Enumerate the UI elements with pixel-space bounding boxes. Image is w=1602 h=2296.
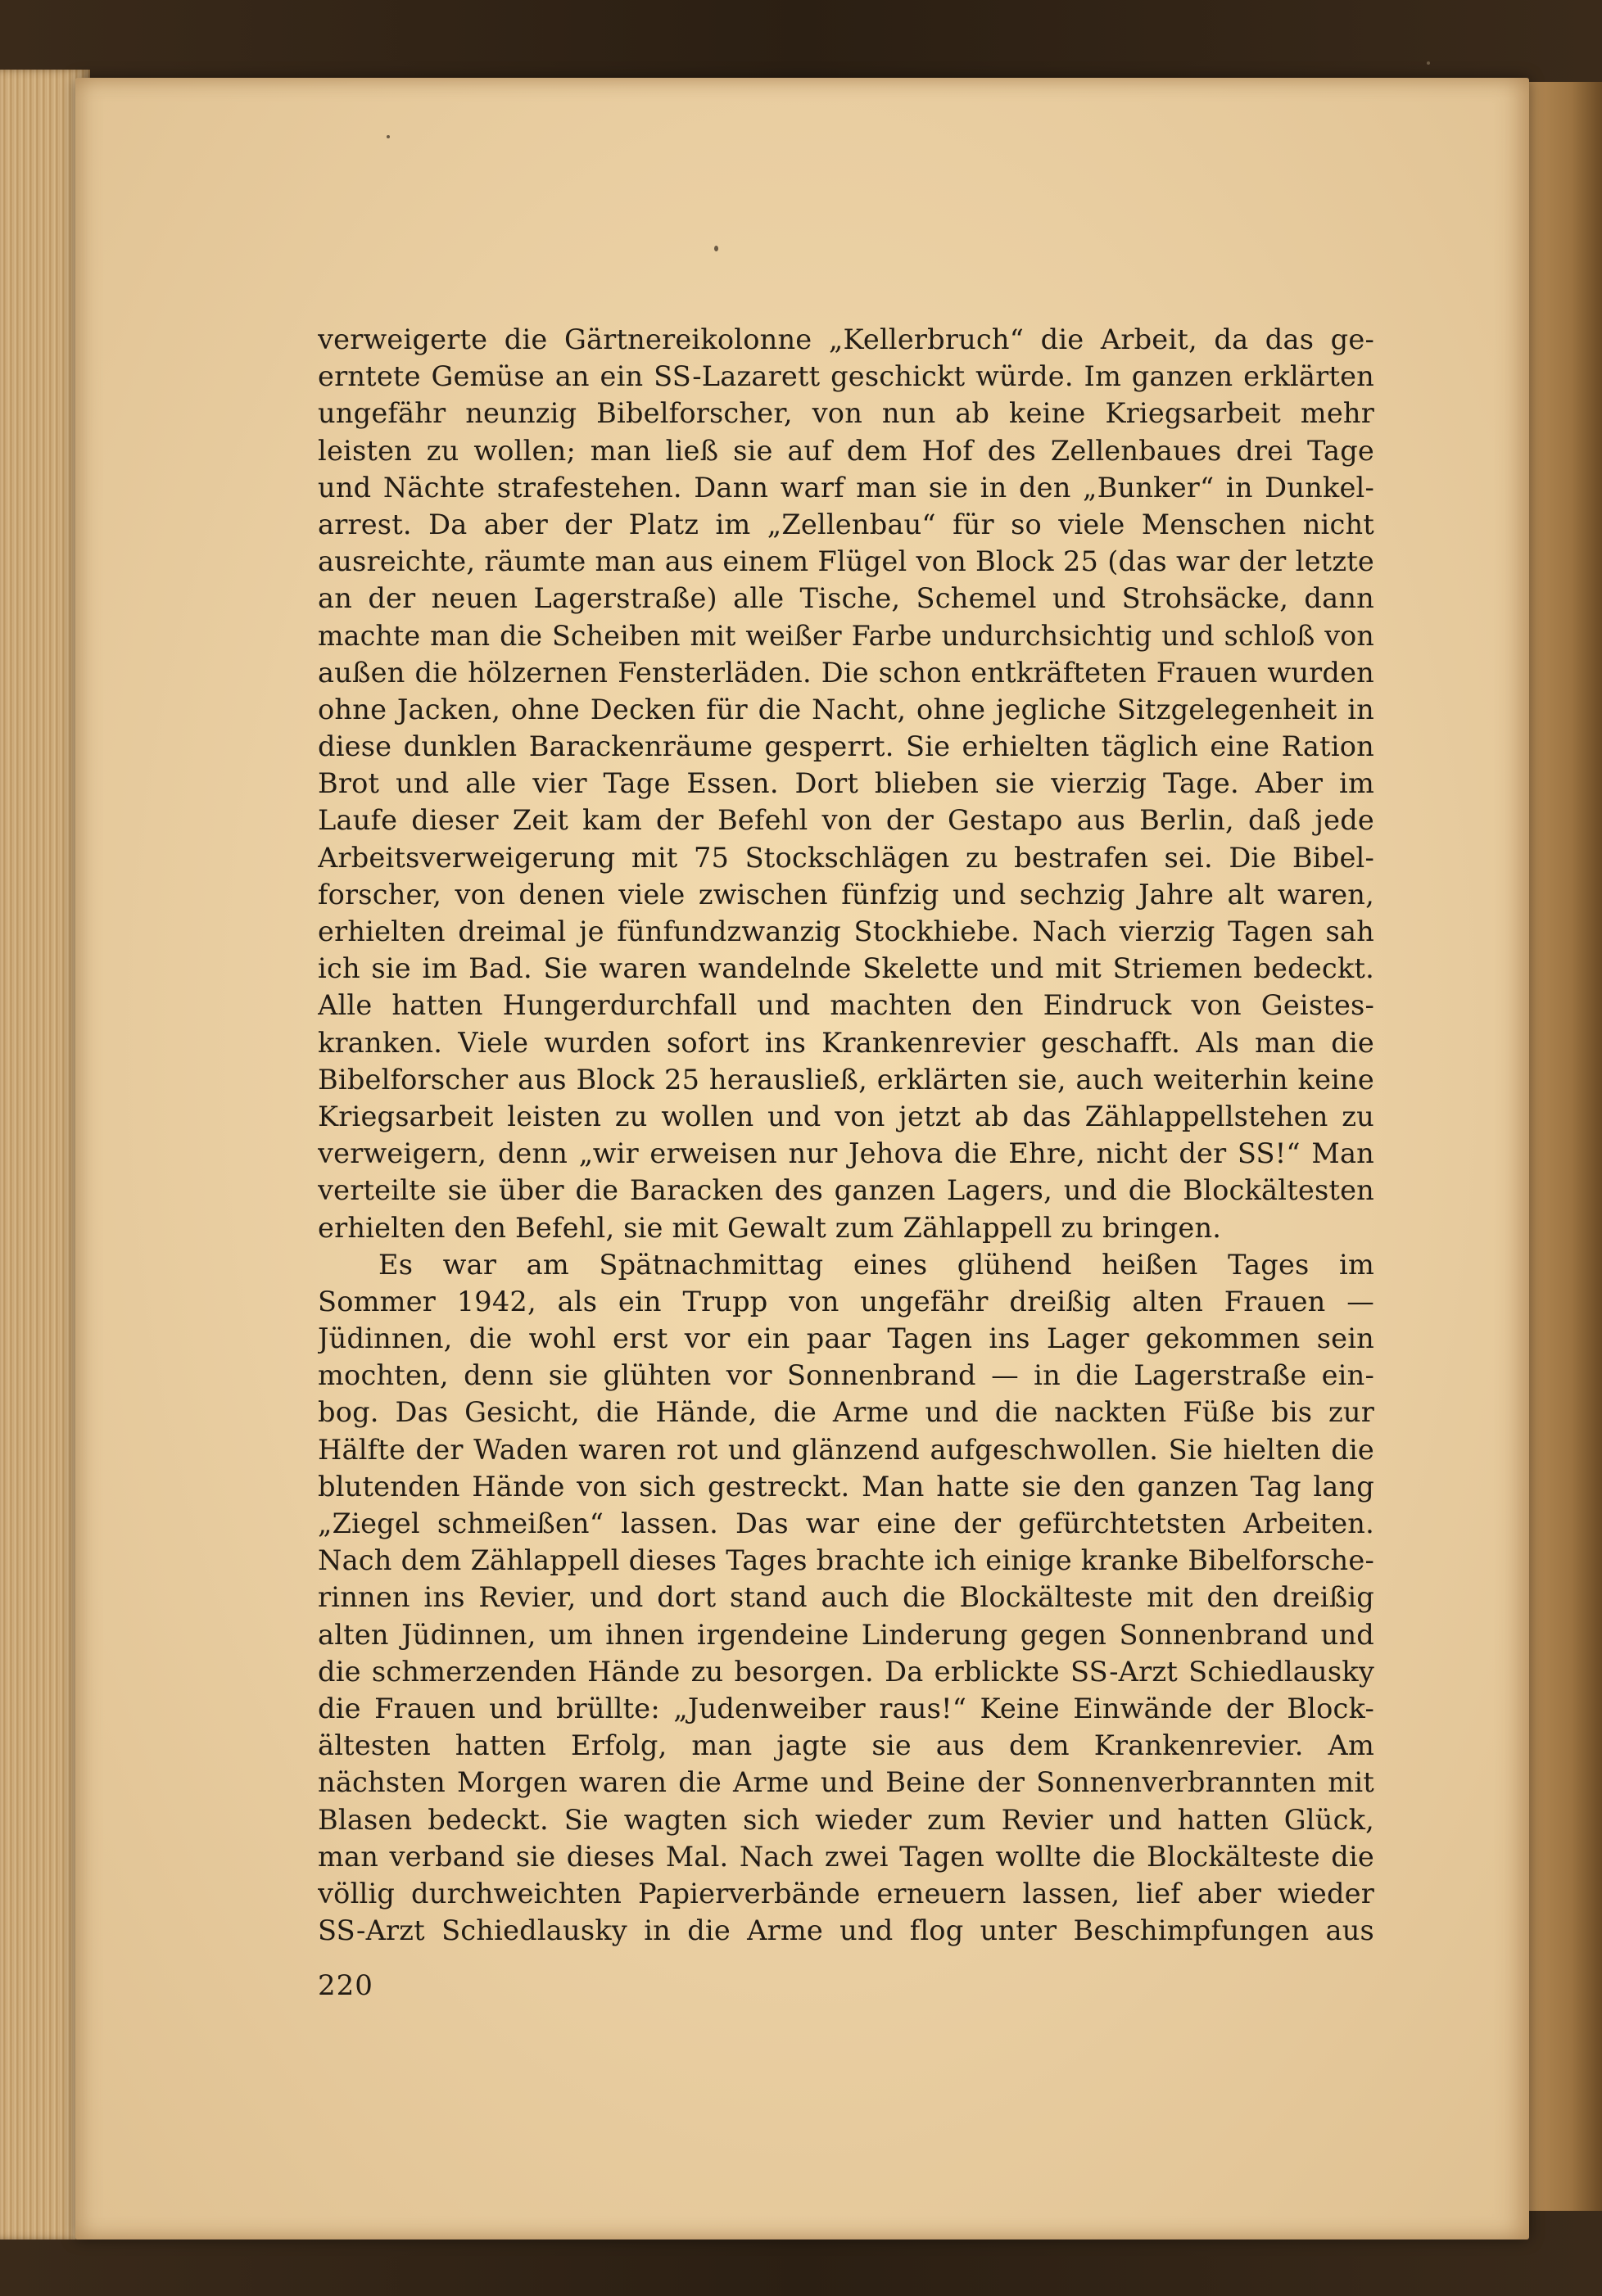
text-line: alten Jüdinnen, um ihnen irgendeine Linderung gegen Sonnenbrand und: [318, 1618, 1374, 1651]
book-binding-edge: [1524, 82, 1602, 2211]
text-line: erntete Gemüse an ein SS-Lazarett geschickt würde. Im ganzen erklärten: [318, 360, 1374, 393]
text-line: Arbeitsverweigerung mit 75 Stockschlägen zu bestrafen sei. Die Bibel-: [318, 841, 1374, 874]
text-line: die schmerzenden Hände zu besorgen. Da erblickte SS-Arzt Schiedlausky: [318, 1655, 1374, 1688]
text-line: erhielten den Befehl, sie mit Gewalt zum Zählappell zu bringen.: [318, 1211, 1222, 1244]
paper-speck: [1427, 61, 1430, 65]
text-line: Brot und alle vier Tage Essen. Dort blieben sie vierzig Tage. Aber im: [318, 767, 1374, 800]
text-line: Laufe dieser Zeit kam der Befehl von der Gestapo aus Berlin, daß jede: [318, 804, 1374, 837]
text-line: verweigern, denn „wir erweisen nur Jehova die Ehre, nicht der SS!“ Man: [318, 1137, 1374, 1170]
text-line: forscher, von denen viele zwischen fünfzig und sechzig Jahre alt waren,: [318, 878, 1374, 911]
text-line: „Ziegel schmeißen“ lassen. Das war eine der gefürchtetsten Arbeiten.: [318, 1507, 1374, 1539]
paper-speck: [714, 246, 718, 251]
text-line: verteilte sie über die Baracken des ganzen Lagers, und die Blockältesten: [318, 1174, 1374, 1207]
text-line: Hälfte der Waden waren rot und glänzend aufgeschwollen. Sie hielten die: [318, 1433, 1374, 1466]
text-line: und Nächte strafestehen. Dann warf man sie in den „Bunker“ in Dunkel-: [318, 471, 1374, 504]
text-line: Kriegsarbeit leisten zu wollen und von jetzt ab das Zählappellstehen zu: [318, 1100, 1374, 1132]
text-line: arrest. Da aber der Platz im „Zellenbau“ für so viele Menschen nicht: [318, 508, 1374, 540]
text-line: Blasen bedeckt. Sie wagten sich wieder zum Revier und hatten Glück,: [318, 1803, 1374, 1836]
text-line: außen die hölzernen Fensterläden. Die schon entkräfteten Frauen wurden: [318, 656, 1374, 689]
body-text: [318, 321, 1374, 1949]
text-line: rinnen ins Revier, und dort stand auch die Blockälteste mit den dreißig: [318, 1581, 1374, 1614]
page-number: 220: [318, 1969, 373, 2002]
text-line: ich sie im Bad. Sie waren wandelnde Skelette und mit Striemen bedeckt.: [318, 952, 1374, 985]
text-line: ausreichte, räumte man aus einem Flügel von Block 25 (das war der letzte: [318, 545, 1374, 578]
text-line: diese dunklen Barackenräume gesperrt. Sie erhielten täglich eine Ration: [318, 730, 1374, 763]
text-line: verweigerte die Gärtnereikolonne „Kellerbruch“ die Arbeit, da das ge-: [318, 323, 1374, 355]
text-line: Bibelforscher aus Block 25 herausließ, erklärten sie, auch weiterhin keine: [318, 1063, 1374, 1096]
text-line: bog. Das Gesicht, die Hände, die Arme und die nackten Füße bis zur: [318, 1396, 1374, 1429]
text-line: die Frauen und brüllte: „Judenweiber raus!“ Keine Einwände der Block-: [318, 1692, 1374, 1724]
text-line: machte man die Scheiben mit weißer Farbe undurchsichtig und schloß von: [318, 619, 1374, 652]
text-line: blutenden Hände von sich gestreckt. Man hatte sie den ganzen Tag lang: [318, 1470, 1374, 1503]
text-line: nächsten Morgen waren die Arme und Beine der Sonnenverbrannten mit: [318, 1766, 1374, 1799]
text-line: ohne Jacken, ohne Decken für die Nacht, ohne jegliche Sitzgelegenheit in: [318, 693, 1374, 725]
text-line: SS-Arzt Schiedlausky in die Arme und flog unter Beschimpfungen aus: [318, 1914, 1374, 1947]
text-line: Nach dem Zählappell dieses Tages brachte ich einige kranke Bibelforsche-: [318, 1544, 1374, 1577]
text-line: leisten zu wollen; man ließ sie auf dem Hof des Zellenbaues drei Tage: [318, 434, 1374, 467]
text-line: man verband sie dieses Mal. Nach zwei Tagen wollte die Blockälteste die: [318, 1840, 1374, 1873]
text-line: Alle hatten Hungerdurchfall und machten den Eindruck von Geistes-: [318, 989, 1374, 1022]
text-line-paragraph-start: Es war am Spätnachmittag eines glühend heißen Tages im: [378, 1248, 1374, 1281]
text-line: Jüdinnen, die wohl erst vor ein paar Tagen ins Lager gekommen sein: [318, 1322, 1374, 1355]
text-line: erhielten dreimal je fünfundzwanzig Stockhiebe. Nach vierzig Tagen sah: [318, 915, 1374, 947]
text-line: an der neuen Lagerstraße) alle Tische, Schemel und Strohsäcke, dann: [318, 582, 1374, 615]
text-line: ältesten hatten Erfolg, man jagte sie aus dem Krankenrevier. Am: [318, 1729, 1374, 1762]
text-line: mochten, denn sie glühten vor Sonnenbrand — in die Lagerstraße ein-: [318, 1359, 1374, 1392]
text-line: Sommer 1942, als ein Trupp von ungefähr dreißig alten Frauen —: [318, 1285, 1374, 1317]
text-line: kranken. Viele wurden sofort ins Krankenrevier geschafft. Als man die: [318, 1026, 1374, 1059]
text-line: ungefähr neunzig Bibelforscher, von nun ab keine Kriegsarbeit mehr: [318, 397, 1374, 430]
text-line: völlig durchweichten Papierverbände erneuern lassen, lief aber wieder: [318, 1877, 1374, 1910]
paper-speck: [387, 135, 390, 138]
